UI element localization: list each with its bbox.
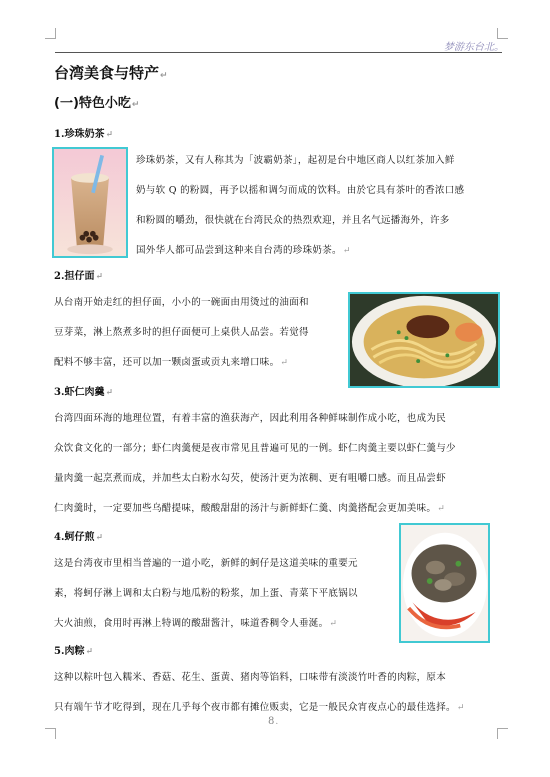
document-subtitle: (一)特色小吃↵ xyxy=(54,96,140,111)
crop-mark-top-left xyxy=(45,28,56,39)
section-paragraph-bubble-tea: 珍珠奶茶，又有人称其为「波霸奶茶」，起初是台中地区商人以红茶加入鲜 奶与软 Q 的粉圆，再予以摇和调匀而成的饮料。由於它具有茶叶的香浓口感 和粉圆的嚼劲，很快就在台湾民众的热烈欢迎，并且名气远播海外，许多 国外华人都可品尝到这种来自台湾的珍珠奶茶。↵ xyxy=(136,155,465,256)
noodle-soup-photo xyxy=(348,292,500,388)
bubble-tea-photo xyxy=(52,147,128,258)
section-paragraph-shrimp-soup: 台湾四面环海的地理位置，有着丰富的渔获海产，因此利用各种鲜味制作成小吃，也成为民 众饮食文化的一部分；虾仁肉羹便是夜市常见且普遍可见的一例。虾仁肉羹主要以虾仁羹与少 量肉羹一起烹煮而成，并加些太白粉水勾芡，使汤汁更为浓稠、更有咀嚼口感。而且品尝虾 仁肉羹时，一定要加些乌醋提味，酸酸甜甜的汤汁与新鲜虾仁羹、肉羹搭配会更加美味。↵ xyxy=(54,413,456,514)
section-heading-oyster-omelette: 4.蚵仔煎↵ xyxy=(54,532,103,543)
crop-mark-bottom-left xyxy=(45,728,56,739)
crop-mark-bottom-right xyxy=(497,728,508,739)
document-title: 台湾美食与特产↵ xyxy=(54,64,168,82)
page-number: 8. xyxy=(268,716,279,727)
section-paragraph-meat-zongzi: 这种以粽叶包入糯米、香菇、花生、蛋黄、猪肉等馅料，口味带有淡淡竹叶香的肉粽，原本 只有端午节才吃得到，现在几乎每个夜市都有摊位贩卖，它是一般民众宵夜点心的最佳选择。↵ xyxy=(54,672,465,713)
section-heading-bubble-tea: 1.珍珠奶茶↵ xyxy=(54,129,113,140)
section-heading-danzai-noodles: 2.担仔面↵ xyxy=(54,271,103,282)
running-header: 梦游东台北。 xyxy=(444,42,504,53)
header-rule xyxy=(55,52,502,53)
oyster-omelette-photo xyxy=(399,523,490,643)
section-heading-shrimp-soup: 3.虾仁肉羹↵ xyxy=(54,387,113,398)
section-paragraph-oyster-omelette: 这是台湾夜市里相当普遍的一道小吃，新鲜的蚵仔是这道美味的重要元 素，将蚵仔淋上调和太白粉与地瓜粉的粉浆，加上蛋、青菜下平底锅以 大火油煎，食用时再淋上特调的酸甜酱汁，味道香稠令人垂涎。↵ xyxy=(54,558,358,629)
section-heading-meat-zongzi: 5.肉粽↵ xyxy=(54,646,93,657)
section-paragraph-danzai-noodles: 从台南开始走红的担仔面，小小的一碗面由用烫过的油面和 豆芽菜，淋上熬煮多时的担仔面便可上桌供人品尝。若觉得 配料不够丰富，还可以加一颗卤蛋或贡丸来增口味。↵ xyxy=(54,297,309,368)
